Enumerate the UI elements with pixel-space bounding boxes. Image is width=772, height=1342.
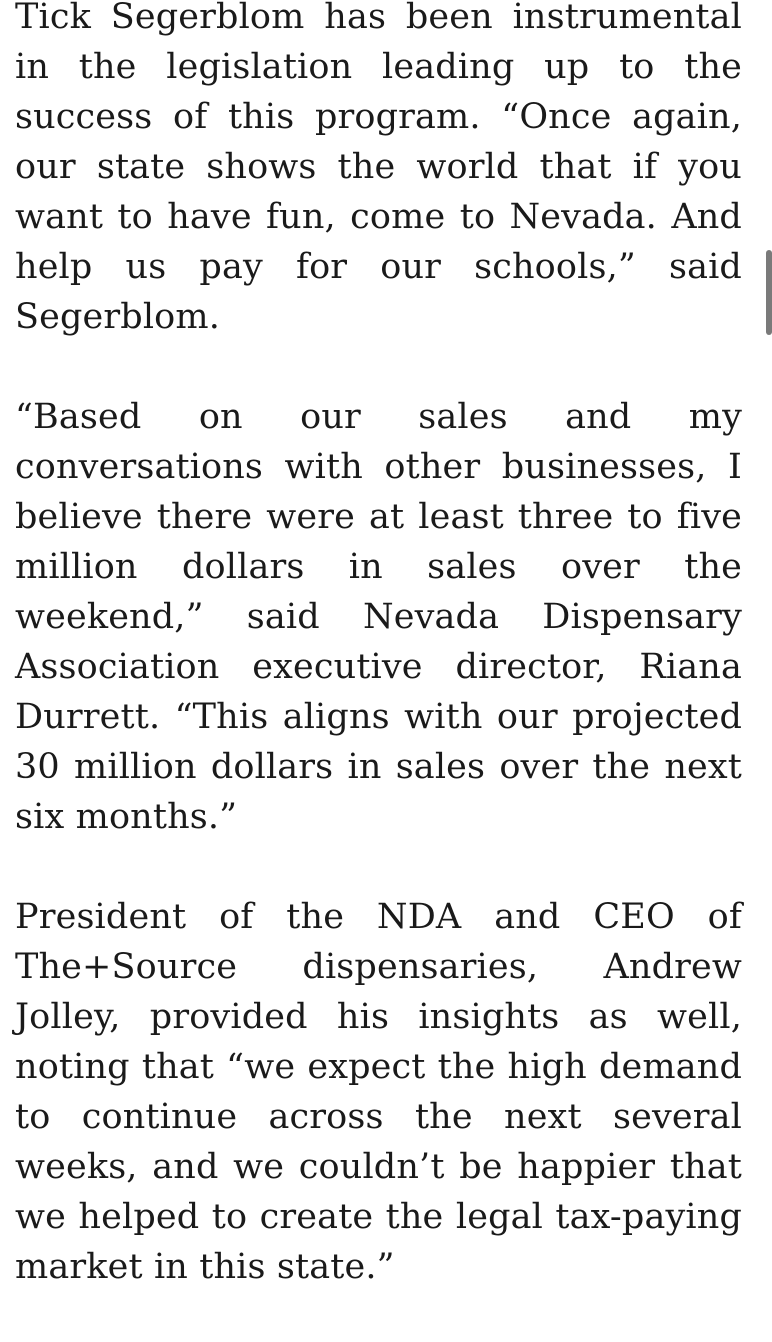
- paragraph-durrett-quote: “Based on our sales and my conversations with other businesses, I believe there were at least three to five million dollars in sales over the weekend,” said Nevada Dispensary Association executive director, Riana Durrett. “This aligns with our projected 30 million dollars in sales over the next six months.”: [15, 397, 742, 837]
- scrollbar-thumb[interactable]: [766, 250, 772, 335]
- paragraph-jolley-quote: President of the NDA and CEO of The+Source dispensaries, Andrew Jolley, provided his insights as well, noting that “we expect the high demand to continue across the next several weeks, and we couldn’t be happier that we helped to create the legal tax-paying market in this state.”: [15, 897, 742, 1287]
- article-body: [15, 0, 742, 1342]
- paragraph-segerblom-quote: Tick Segerblom has been instrumental in the legislation leading up to the success of this program. “Once again, our state shows the world that if you want to have fun, come to Nevada. And help us pay for our schools,” said Segerblom.: [15, 0, 742, 337]
